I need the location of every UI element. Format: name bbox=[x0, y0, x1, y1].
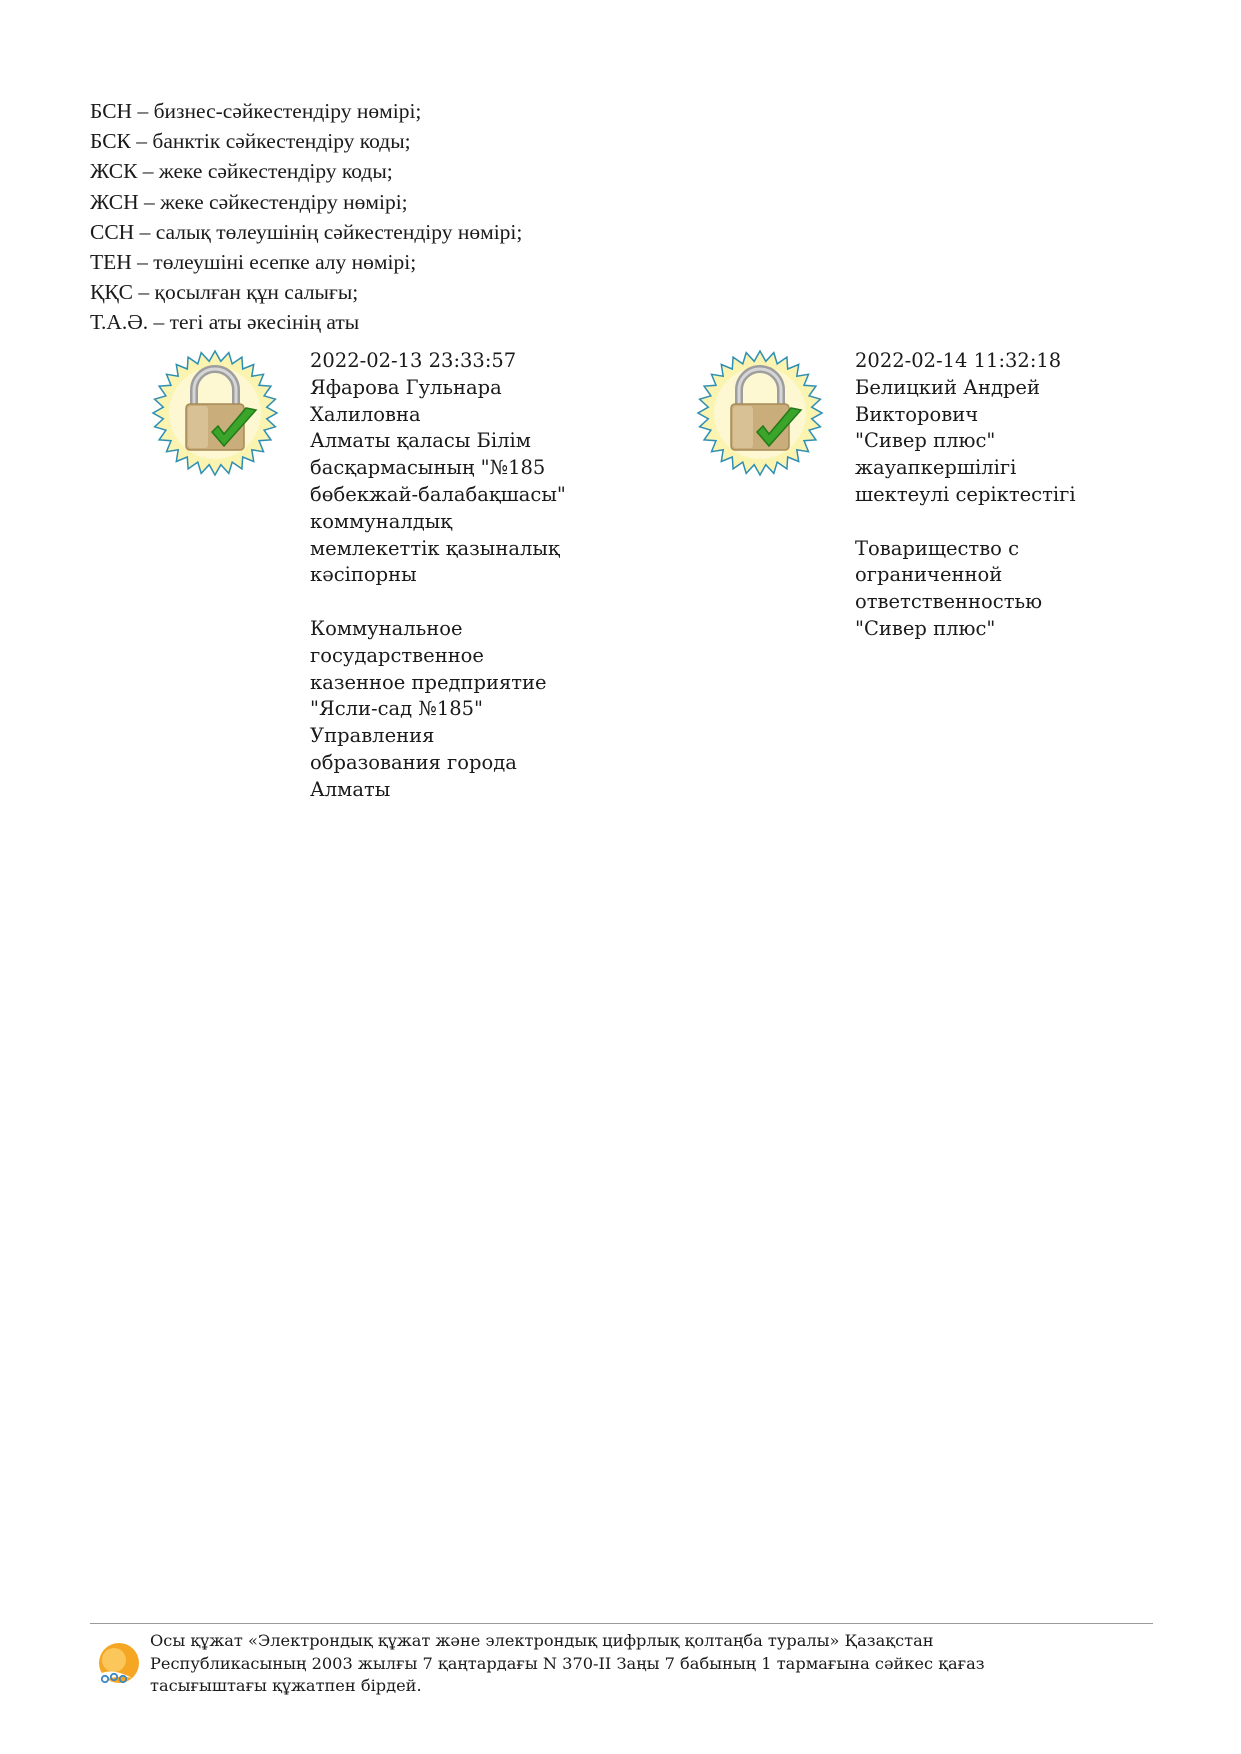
organization-ru: казенное предприятие bbox=[310, 670, 547, 694]
signer-name: Халиловна bbox=[310, 402, 421, 426]
signature-details bbox=[310, 348, 566, 804]
organization-ru: Алматы bbox=[310, 777, 391, 801]
signature-timestamp: 2022-02-13 23:33:57 bbox=[310, 349, 517, 372]
lock-seal-icon bbox=[150, 348, 280, 478]
abbreviation-item: ҚҚС – қосылған құн салығы; bbox=[90, 280, 359, 305]
organization-kz: коммуналдық bbox=[310, 509, 453, 533]
signer-name: Яфарова Гульнара bbox=[310, 375, 502, 399]
spacer bbox=[310, 589, 566, 616]
organization-kz: жауапкершілігі bbox=[855, 456, 1017, 480]
organization-ru: ответственностью bbox=[855, 590, 1043, 614]
signature-timestamp: 2022-02-14 11:32:18 bbox=[855, 349, 1062, 372]
signer-name: Викторович bbox=[855, 402, 979, 426]
organization-kz: Алматы қаласы Білім bbox=[310, 429, 531, 453]
organization-ru: государственное bbox=[310, 643, 484, 667]
legal-notice bbox=[150, 1630, 1140, 1698]
abbreviation-list bbox=[90, 96, 522, 338]
signer-name: Белицкий Андрей bbox=[855, 375, 1040, 399]
legal-notice-line: Республикасының 2003 жылғы 7 қаңтардағы N 370-II Заңы 7 бабының 1 тармағына сәйкес қағаз bbox=[150, 1653, 985, 1673]
organization-ru: ограниченной bbox=[855, 563, 1003, 587]
abbreviation-item: Т.А.Ә. – тегі аты әкесінің аты bbox=[90, 310, 360, 335]
organization-ru: Управления bbox=[310, 724, 435, 748]
abbreviation-item: ТЕН – төлеушіні есепке алу нөмірі; bbox=[90, 250, 417, 275]
organization-ru: Коммунальное bbox=[310, 616, 463, 640]
organization-kz: бөбекжай-балабақшасы" bbox=[310, 482, 566, 506]
abbreviation-item: ЖСН – жеке сәйкестендіру нөмірі; bbox=[90, 189, 408, 214]
spacer bbox=[855, 509, 1076, 536]
abbreviation-item: ЖСК – жеке сәйкестендіру коды; bbox=[90, 159, 393, 184]
organization-ru: образования города bbox=[310, 750, 517, 774]
organization-kz: шектеулі серіктестігі bbox=[855, 482, 1076, 506]
organization-kz: кәсіпорны bbox=[310, 563, 417, 587]
organization-kz: мемлекеттік қазыналық bbox=[310, 536, 560, 560]
legal-notice-line: тасығыштағы құжатпен бірдей. bbox=[150, 1676, 422, 1695]
organization-ru: "Сивер плюс" bbox=[855, 616, 996, 640]
egov-sun-logo-icon bbox=[92, 1638, 142, 1688]
signature-details bbox=[855, 348, 1076, 643]
footer-divider bbox=[90, 1623, 1153, 1624]
organization-kz: басқармасының "№185 bbox=[310, 456, 546, 480]
organization-ru: "Ясли-сад №185" bbox=[310, 697, 484, 721]
abbreviation-item: ССН – салық төлеушінің сәйкестендіру нөмірі; bbox=[90, 219, 523, 244]
organization-kz: "Сивер плюс" bbox=[855, 429, 996, 453]
organization-ru: Товарищество с bbox=[855, 536, 1020, 560]
lock-seal-icon bbox=[695, 348, 825, 478]
abbreviation-item: БСК – банктік сәйкестендіру коды; bbox=[90, 129, 411, 154]
abbreviation-item: БСН – бизнес-сәйкестендіру нөмірі; bbox=[90, 99, 422, 123]
legal-notice-line: Осы құжат «Электрондық құжат және электрондық цифрлық қолтаңба туралы» Қазақстан bbox=[150, 1631, 934, 1650]
